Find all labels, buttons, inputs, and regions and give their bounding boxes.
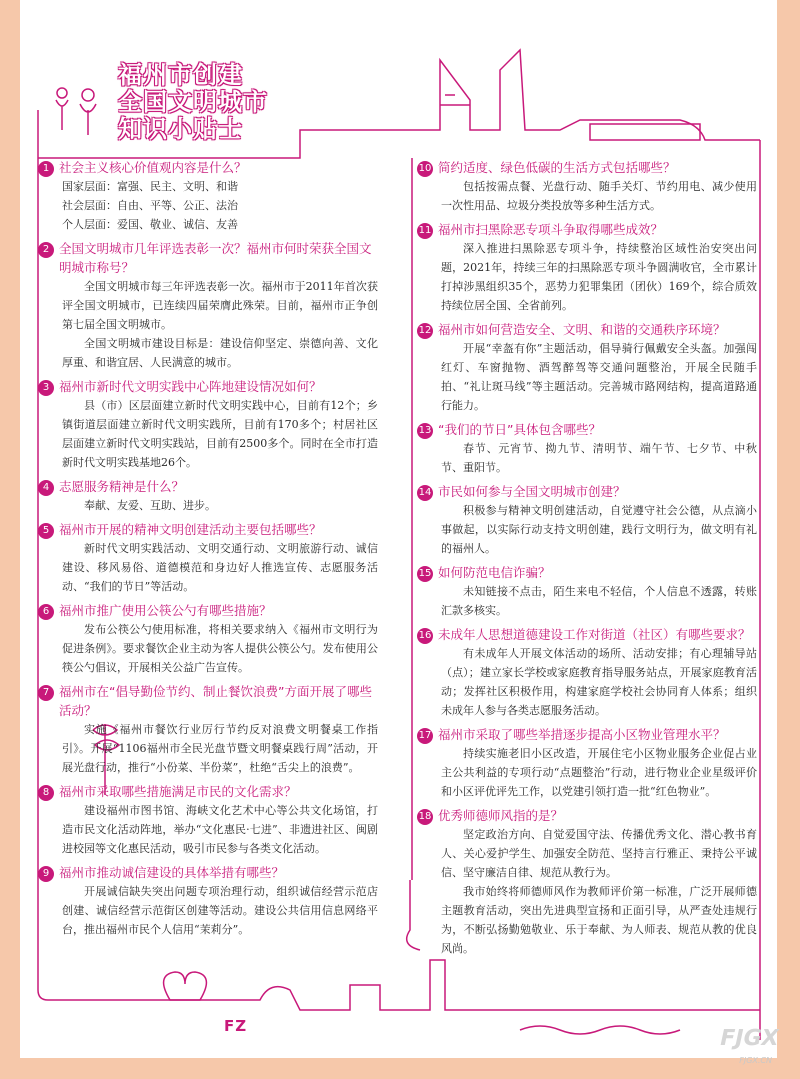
question-heading: 如何防范电信诈骗？ xyxy=(438,565,551,580)
watermark-logo: FJGX xyxy=(717,1026,781,1051)
qa-item xyxy=(417,320,757,415)
item-number-badge: 1 xyxy=(38,161,54,177)
question-heading: 社会主义核心价值观内容是什么？ xyxy=(59,160,247,175)
qa-item xyxy=(38,158,378,234)
answer-text xyxy=(441,744,757,801)
answer-paragraph: 实施《福州市餐饮行业厉行节约反对浪费文明餐桌工作指引》。开展“1106福州市全民光盘节暨文明餐桌践行周”活动，开展光盘行动，推行“小份菜、半份菜”，杜绝“舌尖上的浪费”。 xyxy=(62,723,378,774)
question-heading: 福州市新时代文明实践中心阵地建设情况如何？ xyxy=(59,379,322,394)
title-line-1: 福州市创建 xyxy=(118,61,243,89)
qa-item xyxy=(38,520,378,596)
question-heading: “我们的节日”具体包含哪些？ xyxy=(438,422,601,437)
item-number-badge: 12 xyxy=(417,323,433,339)
qa-item xyxy=(417,625,757,720)
answer-text xyxy=(62,801,378,858)
answer-text xyxy=(62,720,378,777)
qa-item xyxy=(417,420,757,477)
item-number-badge: 11 xyxy=(417,223,433,239)
question-heading: 志愿服务精神是什么？ xyxy=(59,479,185,494)
answer-text xyxy=(62,277,378,372)
answer-paragraph: 县（市）区层面建立新时代文明实践中心，目前有12个；乡镇街道层面建立新时代文明实践所，目前有170多个；村居社区层面建立新时代文明实践站，目前有2500多个。同时在全市打造新时代文明实践基地26个。 xyxy=(62,399,378,469)
qa-item xyxy=(38,239,378,372)
answer-paragraph: 未知链接不点击，陌生来电不轻信，个人信息不透露，转账汇款多核实。 xyxy=(441,585,757,617)
question-heading: 福州市扫黑除恶专项斗争取得哪些成效？ xyxy=(438,222,664,237)
qa-item xyxy=(38,863,378,939)
qa-item xyxy=(38,782,378,858)
question-heading: 福州市开展的精神文明创建活动主要包括哪些？ xyxy=(59,522,322,537)
item-number-badge: 17 xyxy=(417,728,433,744)
question-heading: 全国文明城市几年评选表彰一次？福州市何时荣获全国文明城市称号？ xyxy=(59,241,372,275)
answer-paragraph: 全国文明城市每三年评选表彰一次。福州市于2011年首次获评全国文明城市，已连续四届荣膺此殊荣。目前，福州市正争创第七届全国文明城市。 xyxy=(62,280,378,331)
item-number-badge: 10 xyxy=(417,161,433,177)
answer-paragraph: 我市始终将师德师风作为教师评价第一标准，广泛开展师德主题教育活动，突出先进典型宣扬和正面引导，从严查处违规行为，不断弘扬勤勉敬业、乐于奉献、为人师表、规范从教的优良风尚。 xyxy=(441,885,757,955)
answer-text xyxy=(441,644,757,720)
item-number-badge: 5 xyxy=(38,523,54,539)
answer-paragraph: 发布公筷公勺使用标准，将相关要求纳入《福州市文明行为促进条例》。要求餐饮企业主动为客人提供公筷公勺。发布使用公筷公勺倡议，开展相关公益广告宣传。 xyxy=(62,623,378,674)
answer-paragraph: 持续实施老旧小区改造，开展住宅小区物业服务企业促占业主公共利益的专项行动“点题整治”行动，进行物业企业星级评价和小区评优评先工作，以党建引领打造一批“红色物业”。 xyxy=(441,747,757,798)
answer-text xyxy=(62,620,378,677)
answer-paragraph: 有未成年人开展文体活动的场所、活动安排；有心理辅导站（点）；建立家长学校或家庭教育指导服务站点，开展家庭教育活动；发挥社区积极作用，构建家庭学校社会协同育人体系；组织未成年人参与各类志愿服务活动。 xyxy=(441,647,757,717)
answer-paragraph: 全国文明城市建设目标是：建设信仰坚定、崇德向善、文化厚重、和谐宜居、人民满意的城市。 xyxy=(62,337,378,369)
qa-item xyxy=(417,725,757,801)
answer-paragraph: 奉献、友爱、互助、进步。 xyxy=(84,499,216,512)
qa-item xyxy=(417,220,757,315)
item-number-badge: 3 xyxy=(38,380,54,396)
question-heading: 市民如何参与全国文明城市创建？ xyxy=(438,484,626,499)
qa-item xyxy=(417,563,757,620)
item-number-badge: 2 xyxy=(38,242,54,258)
title-line-3: 知识小贴士 xyxy=(118,115,243,143)
qa-item xyxy=(417,482,757,558)
answer-paragraph: 个人层面：爱国、敬业、诚信、友善 xyxy=(62,218,238,231)
answer-paragraph: 开展诚信缺失突出问题专项治理行动，组织诚信经营示范店创建、诚信经营示范街区创建等活动。建设公共信用信息网络平台，推出福州市民个人信用“茉莉分”。 xyxy=(62,885,378,936)
question-heading: 福州市采取哪些措施满足市民的文化需求？ xyxy=(59,784,297,799)
answer-text xyxy=(62,177,378,234)
item-number-badge: 18 xyxy=(417,809,433,825)
answer-text xyxy=(441,339,757,415)
answer-text xyxy=(62,496,378,515)
answer-text xyxy=(62,396,378,472)
answer-text xyxy=(441,582,757,620)
qa-item xyxy=(38,682,378,777)
question-heading: 福州市在“倡导勤俭节约、制止餐饮浪费”方面开展了哪些活动？ xyxy=(59,684,372,718)
question-heading: 福州市推广使用公筷公勺有哪些措施？ xyxy=(59,603,272,618)
item-number-badge: 13 xyxy=(417,423,433,439)
item-number-badge: 9 xyxy=(38,866,54,882)
question-heading: 优秀师德师风指的是？ xyxy=(438,808,564,823)
answer-text xyxy=(441,177,757,215)
question-heading: 福州市推动诚信建设的具体举措有哪些？ xyxy=(59,865,285,880)
item-number-badge: 6 xyxy=(38,604,54,620)
answer-text xyxy=(441,239,757,315)
left-column xyxy=(38,158,378,944)
answer-paragraph: 新时代文明实践活动、文明交通行动、文明旅游行动、诚信建设、移风易俗、道德模范和身边好人推选宣传、志愿服务活动、“我们的节日”等活动。 xyxy=(62,542,378,593)
question-heading: 福州市采取了哪些举措逐步提高小区物业管理水平？ xyxy=(438,727,726,742)
answer-text xyxy=(62,539,378,596)
fz-footer-mark: FZ xyxy=(224,1017,248,1035)
qa-item xyxy=(417,158,757,215)
watermark-site: FJGX.CN xyxy=(739,1056,772,1065)
item-number-badge: 7 xyxy=(38,685,54,701)
answer-paragraph: 积极参与精神文明创建活动，自觉遵守社会公德，从点滴小事做起，以实际行动支持文明创建，践行文明行为，做文明有礼的福州人。 xyxy=(441,504,757,555)
answer-paragraph: 国家层面：富强、民主、文明、和谐 xyxy=(62,180,238,193)
question-heading: 福州市如何营造安全、文明、和谐的交通秩序环境？ xyxy=(438,322,726,337)
answer-text xyxy=(62,882,378,939)
title-line-2: 全国文明城市 xyxy=(118,88,268,116)
answer-paragraph: 社会层面：自由、平等、公正、法治 xyxy=(62,199,238,212)
item-number-badge: 14 xyxy=(417,485,433,501)
answer-text xyxy=(441,439,757,477)
answer-paragraph: 坚定政治方向、自觉爱国守法、传播优秀文化、潜心教书育人、关心爱护学生、加强安全防范、坚持言行雅正、秉持公平诚信、坚守廉洁自律、规范从教行为。 xyxy=(441,828,757,879)
answer-paragraph: 建设福州市图书馆、海峡文化艺术中心等公共文化场馆，打造市民文化活动阵地，举办“文化惠民·七进”、非遗进社区、闽剧进校园等文化惠民活动，吸引市民参与各类文化活动。 xyxy=(62,804,378,855)
item-number-badge: 16 xyxy=(417,628,433,644)
qa-item xyxy=(38,377,378,472)
answer-text xyxy=(441,501,757,558)
item-number-badge: 4 xyxy=(38,480,54,496)
answer-paragraph: 包括按需点餐、光盘行动、随手关灯、节约用电、减少使用一次性用品、垃圾分类投放等多种生活方式。 xyxy=(441,180,757,212)
qa-item xyxy=(38,477,378,515)
qa-item xyxy=(417,806,757,958)
right-column xyxy=(417,158,757,963)
answer-paragraph: 深入推进扫黑除恶专项斗争，持续整治区域性治安突出问题，2021年，持续三年的扫黑除恶专项斗争圆满收官，全市累计打掉涉黑组织35个，恶势力犯罪集团（团伙）169个，综合质效持续位居全国、全省前列。 xyxy=(441,242,757,312)
item-number-badge: 8 xyxy=(38,785,54,801)
answer-paragraph: 开展“幸盔有你”主题活动，倡导骑行佩戴安全头盔。加强闯红灯、车窗抛物、酒驾醉驾等交通问题整治，开展全民随手拍、“礼让斑马线”等主题活动。完善城市路网结构，提高道路通行能力。 xyxy=(441,342,757,412)
qa-item xyxy=(38,601,378,677)
item-number-badge: 15 xyxy=(417,566,433,582)
question-heading: 未成年人思想道德建设工作对街道（社区）有哪些要求？ xyxy=(438,627,751,642)
question-heading: 简约适度、绿色低碳的生活方式包括哪些？ xyxy=(438,160,676,175)
answer-text xyxy=(441,825,757,958)
answer-paragraph: 春节、元宵节、拗九节、清明节、端午节、七夕节、中秋节、重阳节。 xyxy=(441,442,757,474)
poster-title xyxy=(118,62,298,143)
